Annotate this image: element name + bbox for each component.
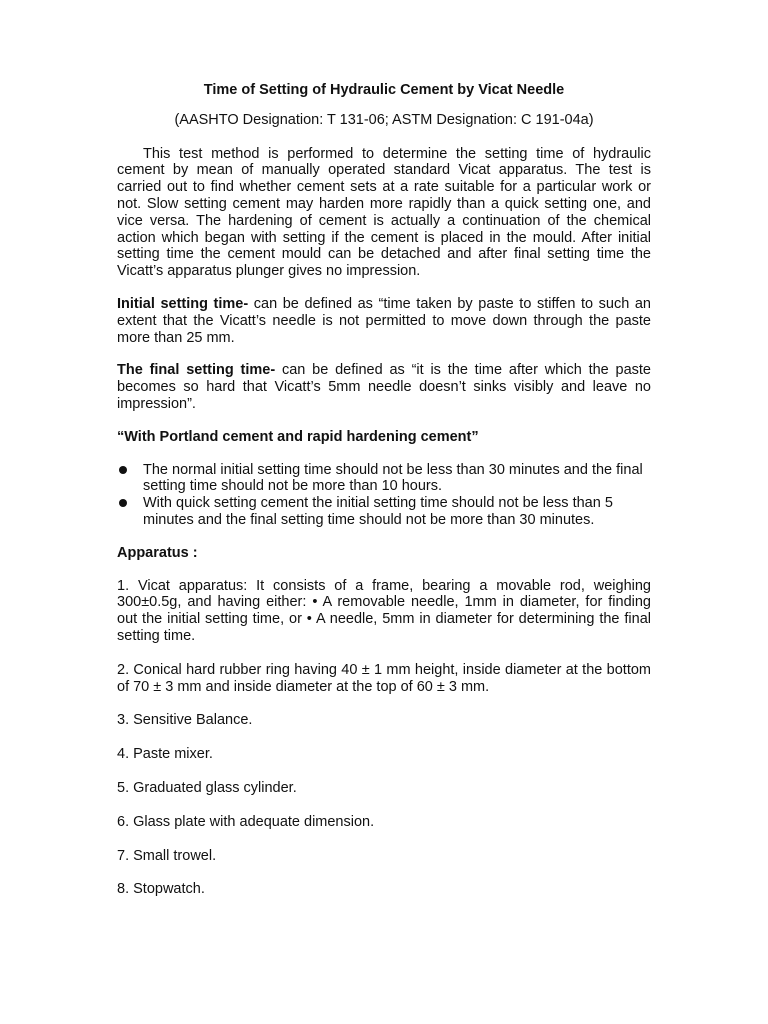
final-setting-definition: can be defined as “it is the time after which the paste becomes so hard that Vicatt’s 5mm needle doesn’t sinks visibly and leave no impression”. xyxy=(117,362,651,412)
list-item xyxy=(117,495,651,529)
designation-line: (AASHTO Designation: T 131-06; ASTM Designation: C 191-04a) xyxy=(174,111,594,128)
final-setting-paragraph xyxy=(117,362,651,412)
initial-setting-definition: can be defined as “time taken by paste to stiffen to such an extent that the Vicatt’s needle is not permitted to move down through the paste more than 25 mm. xyxy=(117,295,652,346)
final-setting-term: The final setting time- xyxy=(117,362,276,379)
apparatus-item: 7. Small trowel. xyxy=(117,847,217,864)
bullet-icon xyxy=(119,466,127,474)
apparatus-item: 4. Paste mixer. xyxy=(117,746,213,763)
setting-time-bullet-list xyxy=(117,462,651,529)
list-item xyxy=(117,462,651,496)
apparatus-item: 1. Vicat apparatus: It consists of a frame, bearing a movable rod, weighing 300±0.5g, and having either: • A removable needle, 1mm in diameter, for finding out the initial setting time, or • A needle, 5mm in diameter for determining the final setting time. xyxy=(117,577,651,644)
bullet-text: The normal initial setting time should not be less than 30 minutes and the final setting time should not be more than 10 hours. xyxy=(143,461,643,495)
bullet-icon xyxy=(119,499,127,507)
initial-setting-paragraph xyxy=(117,296,651,346)
apparatus-item: 3. Sensitive Balance. xyxy=(117,712,253,729)
intro-paragraph: This test method is performed to determine the setting time of hydraulic cement by mean of manually operated standard Vicat apparatus. The test is carried out to find whether cement sets at a rate suitable for a particular work or not. Slow setting cement may harden more rapidly than a quick setting one, and vice versa. The hardening of cement is actually a continuation of the chemical action which began with setting if the cement is placed in the mould. After initial setting time the cement mould can be detached and after final setting time the Vicatt’s apparatus plunger gives no impression. xyxy=(117,145,651,280)
apparatus-item: 5. Graduated glass cylinder. xyxy=(117,779,297,796)
apparatus-item: 2. Conical hard rubber ring having 40 ± 1 mm height, inside diameter at the bottom of 70 ± 3 mm and inside diameter at the top of 60 ± 3 mm. xyxy=(117,661,651,695)
apparatus-heading: Apparatus : xyxy=(117,544,198,561)
bullet-text: With quick setting cement the initial setting time should not be less than 5 minutes and the final setting time should not be more than 30 minutes. xyxy=(143,495,613,528)
document-title: Time of Setting of Hydraulic Cement by Vicat Needle xyxy=(203,82,565,98)
portland-cement-heading: “With Portland cement and rapid hardening cement” xyxy=(117,428,479,445)
apparatus-item: 6. Glass plate with adequate dimension. xyxy=(117,813,375,830)
apparatus-item: 8. Stopwatch. xyxy=(117,881,205,898)
document-page xyxy=(117,82,651,915)
initial-setting-term: Initial setting time- xyxy=(117,295,249,312)
